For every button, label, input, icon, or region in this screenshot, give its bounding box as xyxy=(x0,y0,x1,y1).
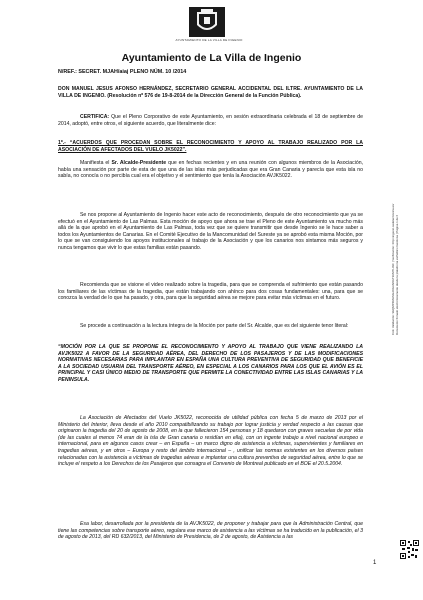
certifica-paragraph xyxy=(58,114,363,127)
crest-caption: AYUNTAMIENTO DE LA VILLA DE INGENIO xyxy=(175,38,243,42)
qr-code-icon xyxy=(400,540,419,559)
motion-heading: “MOCIÓN POR LA QUE SE PROPONE EL RECONOCIMIENTO Y APOYO AL TRABAJO QUE VIENE REALIZANDO LA AVJK5022 A FAVOR DE LA SEGURIDAD AÉREA, DEL DERECHO DE LOS PASAJEROS Y DE LAS MODIFICACIONES NORMATIVAS NECESARIAS PARA IMPLANTAR EN ESPAÑA UNA CULTURA PREVENTIVA DE SEGURIDAD QUE BENEFICIE A LA SOCIEDAD USUARIA DEL TRANSPORTE AÉREO, EN ESPECIAL A LOS CANARIOS PARA LOS QUE EL AVIÓN ES EL PRINCIPAL Y CASI ÚNICO MEDIO DE TRANSPORTE QUE PERMITE LA CONECTIVIDAD ENTRE LAS ISLAS CANARIAS Y LA PENINSULA. xyxy=(58,344,363,383)
document-reference: N/REF.: SECRET. MJAH/aiaj PLENO NÚM. 10 /2014 xyxy=(58,69,187,75)
item-heading: 1º.- “ACUERDOS QUE PROCEDAN SOBRE EL RECONOCIMIENTO Y APOYO AL TRABAJO REALIZADO POR LA ASOCIACIÓN DE AFECTADOS DEL VUELO JK5022”. xyxy=(58,140,363,153)
validation-code: Cód. Validación: 9EQMPFMHSGA9GAN6GT3KMTL49F | Verificación: http://ingenio.sedelectronica.es/ xyxy=(391,203,395,335)
paragraph-video: Recomienda que se visione el video realizado sobre la tragedia, para que se comprenda el sufrimiento que están pasando los familiares de las víctimas de la tragedia, que están trabajando con ahínco para dos cosas fundamentales: una, para que se conozca la verdad de lo que ha pasado, y otra, para que la seguridad aérea se mejore para evitar más víctimas en el futuro. xyxy=(58,282,363,302)
p1-bold: Sr. Alcalde-Presidente xyxy=(111,160,167,166)
signature-platform-note: Documento firmado electrónicamente desde la plataforma esPublico Gestiona | Página 1 de 6 xyxy=(394,214,399,335)
paragraph-reconocimiento: Se nos propone al Ayuntamiento de Ingenio hacer este acto de reconocimiento, después de otro reconocimiento que ya se efectuó en el Ayuntamiento de Las Palmas. Esta moción de apoyo que ahora se trae el Pleno de este Ayuntamiento va mucho más allá de la que aprobó en el Ayuntamiento de Las Palmas, toda vez que se quiere transmitir que desde Ingenio se le hace saber a todos los Ayuntamientos de Canarias. En el Comité Ejecutivo de la Mancomunidad del Sureste ya se aprobó esta misma Moción, por lo que se van consiguiendo los apoyos institucionales al trabajo de la Asociación y que los canarios nos sintamos más seguros y nunca tengamos que vivir lo que estas familias están pasando. xyxy=(58,212,363,251)
paragraph-asociacion: La Asociación de Afectados del Vuelo JK5022, reconocida de utilidad pública con fecha 5 de marzo de 2013 por el Ministerio del Interior, lleva desde el año 2010 compatibilizando su trabajo por lograr justicia y verdad respecto a las causas que originaron la tragedia del 20 de agosto de 2008, en la que fallecieron 154 personas y 18 quedaron con graves secuelas de por vida (de las cuales al menos 74 eran de la isla de Gran canaria o residían en ella), con un ingente trabajo a nivel nacional europeo e internacional, para en algunos casos crear – en España – un marco digno de asistencia a víctimas, supervivientes y familiares en tragedias aéreas, y en otros – Europa y resto del ámbito internacional – , unificar las normas existentes en los diversos países relacionadas con la asistencia a víctimas de tragedias aéreas e implantar una cultura preventiva de seguridad aérea, entre lo que se incluye el respeto a los Derechos de los Pasajeros que consagra el Convenio de Montreal publicado en el BOE el 20.5.2004. xyxy=(58,415,363,468)
page-number: 1 xyxy=(373,560,377,566)
p1-after: que en fechas recientes y en una reunión con algunos miembros de la Asociación, había una sensación por parte de esta de que una de las islas más perjudicadas que era Gran Canaria y parecía que esta isla no sabía, no conocía o no percibía cual era el objetivo y el sentimiento que tenía la Asociación AVJK5022. xyxy=(58,160,363,180)
intro-paragraph xyxy=(58,86,363,99)
paragraph-alcalde xyxy=(58,160,363,180)
certifica-text: Que el Pleno Corporativo de este Ayuntamiento, en sesión extraordinaria celebrada el 18 de septiembre de 2014, adoptó, entre otros, el siguiente acuerdo, que literalmente dice: xyxy=(58,114,363,127)
p1-before: Manifiesta el xyxy=(80,160,112,166)
certifica-label: CERTIFICA: xyxy=(80,114,110,120)
intro-text: DON MANUEL JESUS AFONSO HERNÁNDEZ, SECRETARIO GENERAL ACCIDENTAL DEL ILTRE. AYUNTAMIENTO DE LA VILLA DE INGENIO. (Resolución nº 576 de 19-8-2014 de la Dirección General de la Función Pública). xyxy=(58,86,363,99)
page-title: Ayuntamiento de La Villa de Ingenio xyxy=(121,52,302,64)
paragraph-labor: Esa labor, desarrollada por la presidenta de la AVJK5022, de proponer y trabajar para que la Administración Central, que tiene las competencias sobre transporte aéreo, regulara ese marco de asistencia a las víctimas se ha traducido en la publicación, el 3 de agosto de 2013, del RD 632/2013, del Ministerio de Presidencia, de 2 de agosto, de Asistencia a las xyxy=(58,521,363,541)
municipal-crest-icon xyxy=(189,7,225,37)
paragraph-lectura: Se procede a continuación a la lectura íntegra de la Moción por parte del Sr. Alcalde, que es del siguiente tenor literal: xyxy=(80,323,349,329)
